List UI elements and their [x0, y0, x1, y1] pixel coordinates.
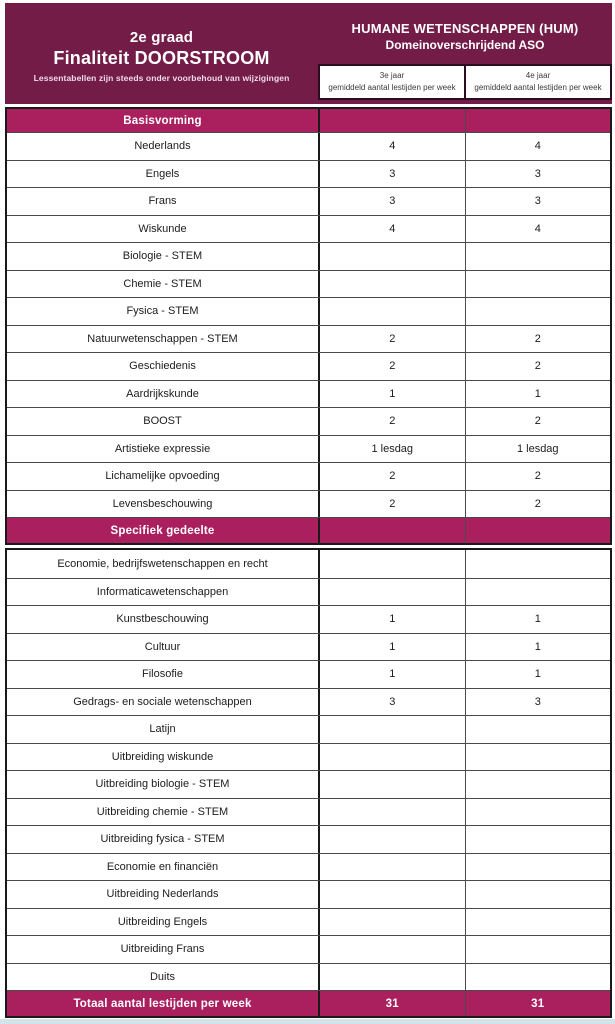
- hours-4e-jaar: 2: [465, 326, 611, 353]
- hours-3e-jaar: [318, 550, 465, 578]
- hours-4e-jaar: 2: [465, 463, 611, 490]
- hours-3e-jaar: [318, 799, 465, 826]
- subject-label: Chemie - STEM: [123, 277, 202, 290]
- hours-4e-jaar: [465, 964, 611, 991]
- table-row: [7, 880, 610, 908]
- hours-4e-jaar: 3: [465, 689, 611, 716]
- subject-label: Economie, bedrijfswetenschappen en recht: [57, 557, 268, 570]
- table-row: [7, 435, 610, 463]
- subject-label: Informaticawetenschappen: [96, 585, 229, 598]
- hours-3e-jaar: [318, 243, 465, 270]
- table-row: [7, 633, 610, 661]
- table-row: [7, 297, 610, 325]
- subject-label: Uitbreiding chemie - STEM: [96, 805, 229, 818]
- section-band-cell-3e-jaar: [318, 109, 465, 132]
- table-row: [7, 908, 610, 936]
- total-row: [7, 990, 610, 1016]
- hours-4e-jaar: 1 lesdag: [465, 436, 611, 463]
- subject-label: Uitbreiding Nederlands: [106, 888, 219, 901]
- section-title: Totaal aantal lestijden per week: [73, 997, 252, 1010]
- column-sub-label: gemiddeld aantal lestijden per week: [474, 83, 602, 92]
- table-row: [7, 688, 610, 716]
- section-title: Specifiek gedeelte: [110, 524, 215, 537]
- subject-label: Economie en financiën: [106, 860, 219, 873]
- table-row: [7, 407, 610, 435]
- table-row: [7, 605, 610, 633]
- hours-3e-jaar: 2: [318, 491, 465, 518]
- hours-4e-jaar: [465, 826, 611, 853]
- subject-label: Lichamelijke opvoeding: [105, 470, 220, 483]
- subject-label: Duits: [149, 970, 176, 983]
- disclaimer-text: Lessentabellen zijn steeds onder voorbehoud van wijzigingen: [33, 72, 290, 83]
- hours-4e-jaar: [465, 243, 611, 270]
- table-row: [7, 242, 610, 270]
- hours-3e-jaar: 3: [318, 689, 465, 716]
- table-row: [7, 853, 610, 881]
- program-title: HUMANE WETENSCHAPPEN (HUM): [351, 21, 579, 36]
- subject-label: Nederlands: [134, 140, 191, 153]
- finality-title: Finaliteit DOORSTROOM: [53, 47, 270, 68]
- hours-4e-jaar: 1: [465, 606, 611, 633]
- hours-3e-jaar: 1: [318, 661, 465, 688]
- subject-label: Biologie - STEM: [122, 250, 203, 263]
- column-headers: [318, 64, 612, 100]
- section-header-specifiek-gedeelte: [7, 517, 610, 543]
- table-row: [7, 270, 610, 298]
- hours-4e-jaar: 1: [465, 634, 611, 661]
- subject-label: Natuurwetenschappen - STEM: [87, 332, 238, 345]
- hours-4e-jaar: [465, 909, 611, 936]
- table-row: [7, 215, 610, 243]
- subject-label: Frans: [148, 195, 177, 208]
- header-left-block: [5, 3, 318, 104]
- hours-3e-jaar: 1: [318, 606, 465, 633]
- table-row: [7, 770, 610, 798]
- section-header-basisvorming: [7, 109, 610, 132]
- table-row: [7, 490, 610, 518]
- table-row: [7, 132, 610, 160]
- table-row: [7, 963, 610, 991]
- table-row: [7, 935, 610, 963]
- table-row: [7, 325, 610, 353]
- table-row: [7, 160, 610, 188]
- grade-title: 2e graad: [129, 28, 194, 46]
- page-edge-strip: [0, 1019, 615, 1024]
- section-band-cell-4e-jaar: [465, 109, 611, 132]
- hours-4e-jaar: 2: [465, 353, 611, 380]
- hours-3e-jaar: [318, 964, 465, 991]
- table-row: [7, 743, 610, 771]
- hours-3e-jaar: 2: [318, 326, 465, 353]
- hours-3e-jaar: [318, 716, 465, 743]
- table-row: [7, 462, 610, 490]
- subject-label: Uitbreiding Engels: [117, 915, 208, 928]
- hours-3e-jaar: 4: [318, 216, 465, 243]
- hours-3e-jaar: [318, 936, 465, 963]
- subject-label: Artistieke expressie: [114, 442, 211, 455]
- header-right-block: [318, 3, 612, 104]
- column-year-label: 3e jaar: [379, 71, 405, 80]
- hours-4e-jaar: 3: [465, 188, 611, 215]
- hours-4e-jaar: [465, 771, 611, 798]
- hours-3e-jaar: 1 lesdag: [318, 436, 465, 463]
- column-header-4e-jaar: [464, 66, 610, 98]
- section-title: Basisvorming: [123, 114, 202, 127]
- hours-3e-jaar: [318, 744, 465, 771]
- subject-label: Uitbreiding wiskunde: [111, 750, 214, 763]
- hours-3e-jaar: [318, 771, 465, 798]
- hours-3e-jaar: 2: [318, 408, 465, 435]
- program-block: [318, 21, 612, 52]
- subject-label: Latijn: [149, 723, 176, 736]
- hours-3e-jaar: [318, 909, 465, 936]
- section-band-cell-4e-jaar: 31: [465, 991, 611, 1016]
- section-band-cell-3e-jaar: [318, 518, 465, 543]
- column-header-3e-jaar: [320, 66, 464, 98]
- table-row: [7, 187, 610, 215]
- subject-label: Gedrags- en sociale wetenschappen: [73, 695, 252, 708]
- hours-3e-jaar: [318, 271, 465, 298]
- hours-3e-jaar: 1: [318, 634, 465, 661]
- hours-4e-jaar: [465, 799, 611, 826]
- subject-label: Geschiedenis: [129, 360, 196, 373]
- subject-label: Uitbreiding fysica - STEM: [100, 833, 225, 846]
- hours-4e-jaar: 4: [465, 216, 611, 243]
- table-row: [7, 352, 610, 380]
- hours-4e-jaar: 1: [465, 661, 611, 688]
- hours-3e-jaar: [318, 881, 465, 908]
- hours-3e-jaar: [318, 579, 465, 606]
- table-row: [7, 660, 610, 688]
- subject-label: Aardrijkskunde: [126, 387, 199, 400]
- hours-4e-jaar: 2: [465, 491, 611, 518]
- hours-4e-jaar: [465, 298, 611, 325]
- hours-3e-jaar: 4: [318, 133, 465, 160]
- hours-4e-jaar: [465, 854, 611, 881]
- subject-label: Fysica - STEM: [126, 305, 199, 318]
- subject-label: Kunstbeschouwing: [116, 613, 209, 626]
- table-row: [7, 380, 610, 408]
- subject-label: Uitbreiding Frans: [120, 943, 205, 956]
- table-basisvorming: [5, 107, 612, 545]
- subject-label: Levensbeschouwing: [112, 497, 213, 510]
- hours-4e-jaar: 3: [465, 161, 611, 188]
- hours-3e-jaar: [318, 298, 465, 325]
- program-subtitle: Domeinoverschrijdend ASO: [385, 38, 545, 52]
- hours-4e-jaar: 1: [465, 381, 611, 408]
- table-row: [7, 578, 610, 606]
- section-band-cell-3e-jaar: 31: [318, 991, 465, 1016]
- hours-4e-jaar: [465, 881, 611, 908]
- hours-4e-jaar: [465, 579, 611, 606]
- table-row: [7, 825, 610, 853]
- hours-4e-jaar: [465, 744, 611, 771]
- table-specifiek-gedeelte: [5, 548, 612, 1018]
- subject-label: Cultuur: [144, 640, 181, 653]
- subject-label: Uitbreiding biologie - STEM: [95, 778, 230, 791]
- column-sub-label: gemiddeld aantal lestijden per week: [328, 83, 456, 92]
- hours-3e-jaar: 2: [318, 353, 465, 380]
- hours-3e-jaar: [318, 854, 465, 881]
- table-row: [7, 550, 610, 578]
- hours-4e-jaar: [465, 550, 611, 578]
- hours-3e-jaar: 3: [318, 161, 465, 188]
- subject-label: Wiskunde: [138, 222, 187, 235]
- hours-4e-jaar: [465, 716, 611, 743]
- hours-3e-jaar: [318, 826, 465, 853]
- subject-label: BOOST: [143, 415, 182, 428]
- table-row: [7, 798, 610, 826]
- hours-3e-jaar: 1: [318, 381, 465, 408]
- hours-3e-jaar: 2: [318, 463, 465, 490]
- column-year-label: 4e jaar: [525, 71, 551, 80]
- hours-4e-jaar: 2: [465, 408, 611, 435]
- section-band-cell-4e-jaar: [465, 518, 611, 543]
- hours-3e-jaar: 3: [318, 188, 465, 215]
- subject-label: Filosofie: [142, 668, 183, 681]
- subject-label: Engels: [145, 167, 180, 180]
- table-content: [5, 3, 612, 1018]
- document-header: [5, 3, 612, 104]
- hours-4e-jaar: [465, 271, 611, 298]
- table-row: [7, 715, 610, 743]
- hours-4e-jaar: 4: [465, 133, 611, 160]
- hours-4e-jaar: [465, 936, 611, 963]
